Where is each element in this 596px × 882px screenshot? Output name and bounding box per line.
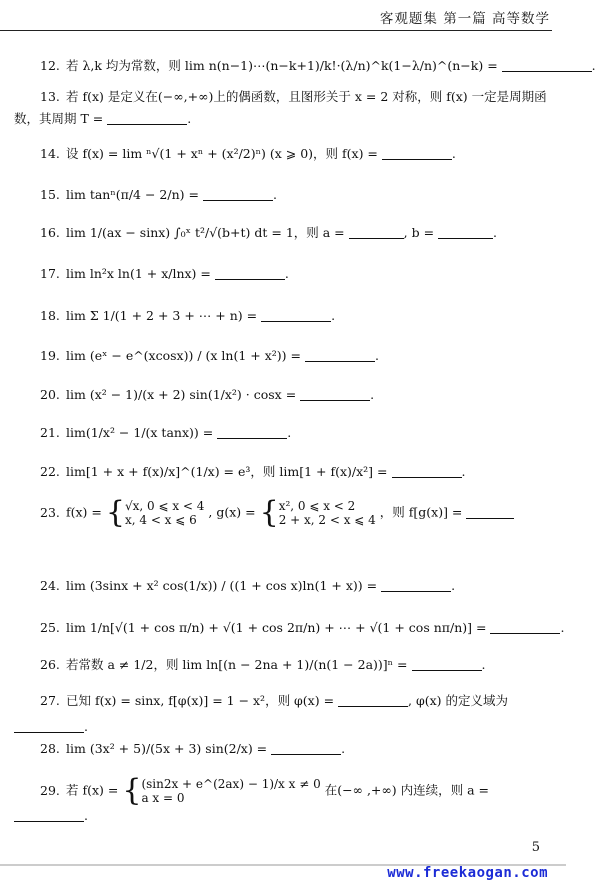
question-13: 13. 若 f(x) 是定义在(−∞,+∞)上的偶函数，且图形关于 x = 2 对称，则 f(x) 一定是周期函数，其周期 T = . — [14, 89, 547, 126]
header-title: 客观题集 第一篇 高等数学 — [379, 11, 550, 27]
answer-blank-a[interactable] — [349, 226, 404, 239]
answer-blank[interactable] — [261, 309, 331, 322]
question-16: 16. lim 1/(ax − sinx) ∫₀ˣ t²/√(b+t) dt = 1，则 a = , b = . — [40, 225, 498, 240]
question-20: 20. lim (x² − 1)/(x + 2) sin(1/x²) · cosx = . — [40, 387, 375, 402]
footer-watermark — [0, 864, 566, 882]
question-21: 21. lim(1/x² − 1/(x tanx)) = . — [40, 425, 292, 440]
question-29: 29. 若 f(x) = {(sin2x + e^(2ax) − 1)/x x ≠ 0 a x = 0 在(−∞ ,+∞) 内连续，则 a = . — [14, 776, 554, 826]
answer-blank[interactable] — [203, 188, 273, 201]
answer-blank[interactable] — [392, 465, 462, 478]
answer-blank-phi[interactable] — [338, 694, 408, 707]
answer-blank[interactable] — [300, 388, 370, 401]
question-17: 17. lim ln²x ln(1 + x/lnx) = . — [40, 266, 289, 281]
answer-blank[interactable] — [466, 506, 514, 519]
page-number: 5 — [531, 840, 540, 855]
question-18: 18. lim Σ 1/(1 + 2 + 3 + ⋯ + n) = . — [40, 308, 336, 323]
answer-blank-b[interactable] — [438, 226, 493, 239]
answer-blank[interactable] — [412, 658, 482, 671]
question-28: 28. lim (3x² + 5)/(5x + 3) sin(2/x) = . — [40, 741, 346, 756]
answer-blank[interactable] — [107, 112, 187, 125]
question-27: 27. 已知 f(x) = sinx, f[φ(x)] = 1 − x²，则 φ(x) = , φ(x) 的定义域为 . — [14, 688, 554, 740]
answer-blank-domain[interactable] — [14, 720, 84, 733]
question-25: 25. lim 1/n[√(1 + cos π/n) + √(1 + cos 2π/n) + ⋯ + √(1 + cos nπ/n)] = . — [40, 620, 565, 635]
answer-blank[interactable] — [217, 426, 287, 439]
question-24: 24. lim (3sinx + x² cos(1/x)) / ((1 + cos x)ln(1 + x)) = . — [40, 578, 456, 593]
question-23: 23. f(x) = {√x, 0 ⩽ x < 4 x, 4 < x ⩽ 6 , g(x) = {x², 0 ⩽ x < 2 2 + x, 2 < x ⩽ 4 ，则 f[g(x)] = — [40, 498, 564, 528]
question-14: 14. 设 f(x) = lim ⁿ√(1 + xⁿ + (x²/2)ⁿ) (x ⩾ 0)，则 f(x) = . — [40, 146, 456, 161]
answer-blank[interactable] — [305, 349, 375, 362]
answer-blank[interactable] — [502, 59, 592, 72]
footer-url[interactable]: www.freekaogan.com — [387, 865, 548, 881]
answer-blank[interactable] — [490, 621, 560, 634]
answer-blank[interactable] — [271, 742, 341, 755]
answer-blank[interactable] — [14, 809, 84, 822]
page-header — [0, 0, 552, 31]
question-15: 15. lim tanⁿ(π/4 − 2/n) = . — [40, 187, 277, 202]
question-19: 19. lim (eˣ − e^(xcosx)) / (x ln(1 + x²)) = . — [40, 348, 379, 363]
question-26: 26. 若常数 a ≠ 1/2，则 lim ln[(n − 2na + 1)/(n(1 − 2a))]ⁿ = . — [40, 657, 486, 672]
question-22: 22. lim[1 + x + f(x)/x]^(1/x) = e³，则 lim[1 + f(x)/x²] = . — [40, 464, 466, 479]
answer-blank[interactable] — [381, 579, 451, 592]
question-12: 12. 若 λ,k 均为常数，则 lim n(n−1)⋯(n−k+1)/k!·(λ/n)^k(1−λ/n)^(n−k) = . — [40, 58, 596, 73]
answer-blank[interactable] — [382, 147, 452, 160]
answer-blank[interactable] — [215, 267, 285, 280]
